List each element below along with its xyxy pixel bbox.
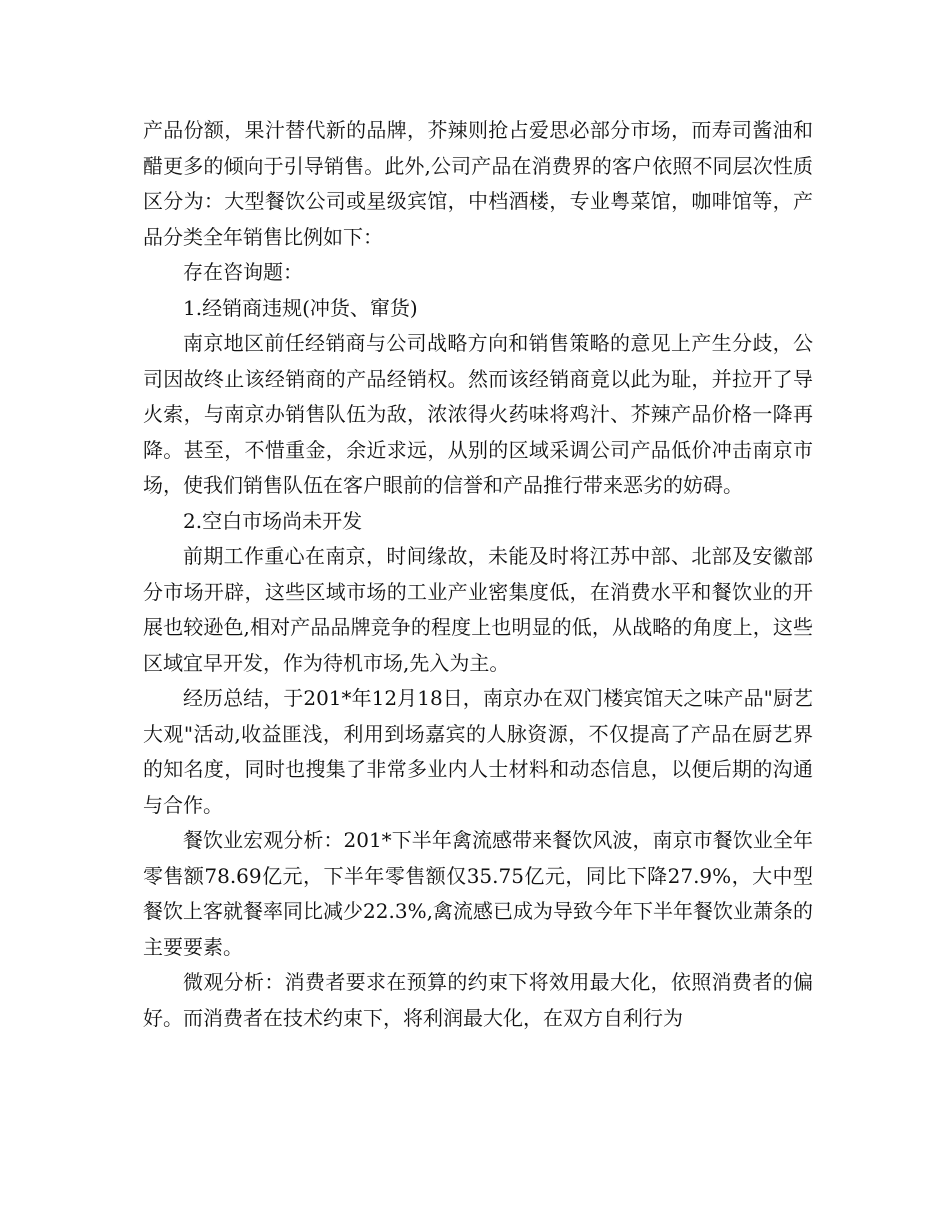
paragraph-dealer-violation: 南京地区前任经销商与公司战略方向和销售策略的意见上产生分歧，公司因故终止该经销商的产品经销权。然而该经销商竟以此为耻，并拉开了导火索，与南京办销售队伍为敌，浓浓得火药味将鸡汁、芥辣产品价格一降再降。甚至，不惜重金，余近求远，从别的区域采调公司产品低价冲击南京市场，使我们销售队伍在客户眼前的信誉和产品推行带来恶劣的妨碍。 [143, 331, 813, 497]
paragraph-experience-summary: 经历总结，于201*年12月18日，南京办在双门楼宾馆天之味产品"厨艺大观"活动,收益匪浅，利用到场嘉宾的人脉资源，不仅提高了产品在厨艺界的知名度，同时也搜集了非常多业内人士材料和动态信息，以便后期的沟通与合作。 [143, 686, 813, 817]
heading-existing-issues: 存在咨询题： [183, 260, 303, 284]
paragraph-macro-analysis: 餐饮业宏观分析：201*下半年禽流感带来餐饮风波，南京市餐饮业全年零售额78.69亿元，下半年零售额仅35.75亿元，同比下降27.9%，大中型餐饮上客就餐率同比减少22.3%,禽流感已成为导致今年下半年餐饮业萧条的主要要素。 [143, 828, 813, 959]
heading-dealer-violation: 1.经销商违规(冲货、窜货) [183, 295, 418, 320]
heading-blank-market: 2.空白市场尚未开发 [183, 508, 363, 533]
paragraph-micro-analysis: 微观分析：消费者要求在预算的约束下将效用最大化，依照消费者的偏好。而消费者在技术约束下，将利润最大化，在双方自利行为 [143, 970, 813, 1030]
paragraph-blank-market: 前期工作重心在南京，时间缘故，未能及时将江苏中部、北部及安徽部分市场开辟，这些区域市场的工业产业密集度低，在消费水平和餐饮业的开展也较逊色,相对产品品牌竞争的程度上也明显的低，从战略的角度上，这些区域宜早开发，作为待机市场,先入为主。 [143, 544, 813, 675]
document-body [143, 113, 813, 1036]
paragraph-product-share: 产品份额，果汁替代新的品牌，芥辣则抢占爱思必部分市场，而寿司酱油和醋更多的倾向于引导销售。此外,公司产品在消费界的客户依照不同层次性质区分为：大型餐饮公司或星级宾馆，中档酒楼，专业粤菜馆，咖啡馆等，产品分类全年销售比例如下： [143, 118, 813, 249]
